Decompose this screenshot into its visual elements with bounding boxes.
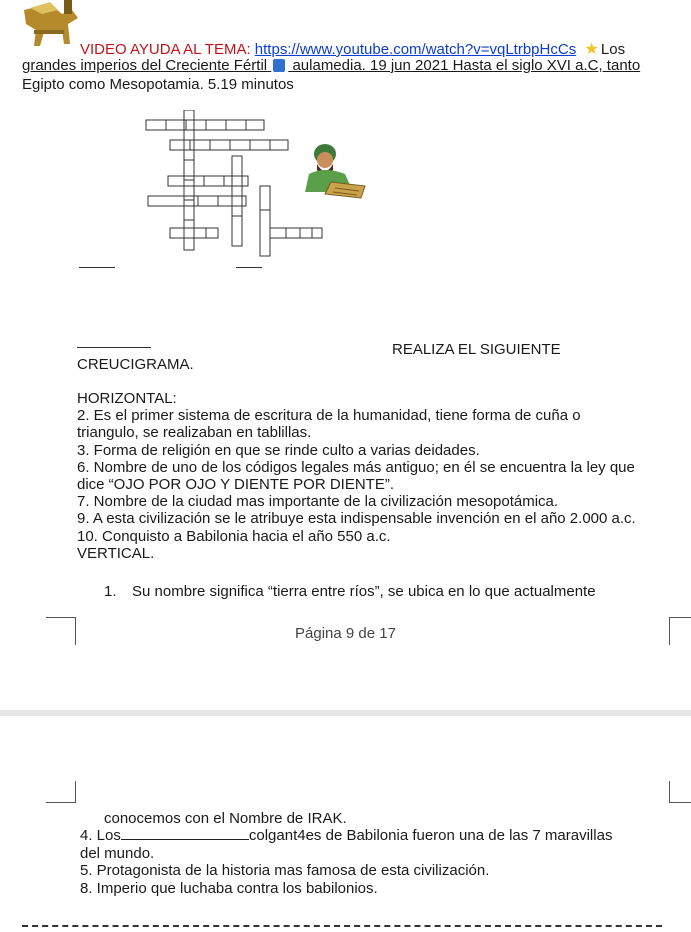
line1-tail: Los — [600, 41, 626, 58]
scribe-icon — [295, 140, 375, 210]
video-label: VIDEO AYUDA AL TEMA: — [80, 41, 251, 58]
clue-line: 6. Nombre de uno de los códigos legales más antiguo; en él se encuentra la ley que — [77, 458, 635, 476]
exercise-title-right: REALIZA EL SIGUIENTE — [392, 341, 561, 358]
clue-line: triangulo, se realizaban en tablillas. — [77, 424, 312, 442]
star-icon: ★ — [584, 41, 599, 58]
vertical-clue-1-text: Su nombre significa “tierra entre ríos”, se ubica en lo que actualmente — [132, 583, 596, 600]
page-number: Página 9 de 17 — [295, 625, 396, 642]
short-rule — [77, 347, 151, 348]
clue-line: 9. A esta civilización se le atribuye esta indispensable invención en el año 2.000 a.c. — [77, 510, 636, 528]
vertical-clue-1-num: 1. — [104, 583, 117, 600]
clue-line: 10. Conquisto a Babilonia hacia el año 550 a.c. — [77, 527, 391, 545]
header-line-2-text: grandes imperios del Creciente Fértil — [22, 57, 268, 74]
header-line-3: Egipto como Mesopotamia. 5.19 minutos — [22, 76, 294, 93]
exercise-title-left: CREUCIGRAMA. — [77, 356, 194, 373]
clue-line: 2. Es el primer sistema de escritura de la humanidad, tiene forma de cuña o — [77, 407, 581, 425]
vertical-clue-1 — [104, 583, 596, 600]
clue-line: 3. Forma de religión en que se rinde culto a varias deidades. — [77, 441, 480, 459]
winged-bull-logo-icon — [20, 0, 82, 56]
clue-line-4 — [80, 827, 680, 844]
video-link-line — [80, 41, 625, 58]
short-rule — [79, 267, 115, 268]
page-corner-mark — [46, 781, 76, 803]
clue-line: 5. Protagonista de la historia mas famosa de esta civilización. — [80, 862, 490, 880]
page-corner-mark — [669, 781, 691, 803]
vertical-heading: VERTICAL. — [77, 544, 155, 562]
clue-4-start: 4. Los — [80, 827, 121, 845]
clue-line: dice “OJO POR OJO Y DIENTE POR DIENTE”. — [77, 476, 394, 494]
continuation-line: conocemos con el Nombre de IRAK. — [104, 810, 347, 827]
clue-4-end: colgant4es de Babilonia fueron una de las 7 maravillas — [248, 827, 613, 845]
clue-line: del mundo. — [80, 844, 155, 862]
dashed-rule — [22, 925, 662, 927]
answer-blank[interactable] — [121, 828, 249, 840]
header-line-2-tail: aulamedia. 19 jun 2021 Hasta el siglo XVI a.C, tanto — [292, 57, 641, 74]
book-icon — [273, 59, 285, 72]
horizontal-heading: HORIZONTAL: — [77, 390, 177, 407]
horizontal-clues — [77, 390, 677, 562]
header-line-2 — [22, 57, 640, 74]
clue-line: 7. Nombre de la ciudad mas importante de la civilización mesopotámica. — [77, 493, 559, 511]
page-10-content — [80, 810, 680, 897]
clue-line: 8. Imperio que luchaba contra los babilonios. — [80, 879, 378, 897]
page-separator — [0, 710, 691, 716]
video-url-link[interactable]: https://www.youtube.com/watch?v=vqLtrbpHcCs — [254, 41, 577, 58]
short-rule — [236, 267, 262, 268]
